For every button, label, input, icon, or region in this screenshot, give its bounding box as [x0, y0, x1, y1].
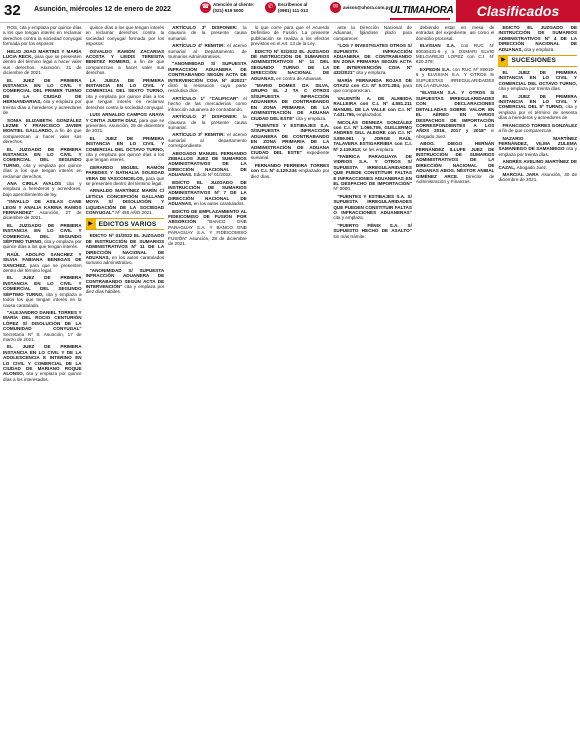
notice-body: a fin de que comparezcan a hacer valer sus derechos.	[3, 128, 82, 145]
notice-paragraph	[416, 25, 495, 41]
notice-paragraph	[3, 49, 82, 76]
notice-paragraph	[3, 118, 82, 145]
notice-lead: "ALEJANDRO DANIEL TORRES Y MARÍA DEL ROCIO CENTURIÓN LÓPEZ S/ DISOLUCIÓN DE LA COMUNIDAD CONYUGAL"	[3, 309, 82, 332]
notice-lead: "ELVISIAN S.A. Y OTROS S/ SUPUESTAS IRREGULARIDADES CON DECLARACIONES DETALLADAS SOBRE VALOR EN EL AÉREO EN VARIOS DESPACHOS DE IMPORTACIÓN CORRESPONDIENTES A LOS AÑOS 2016, 2017 y 2018"	[415, 90, 495, 134]
notice-body: Nº 455 AÑO 2021.	[115, 210, 154, 215]
notice-paragraph	[86, 268, 165, 295]
notice-lead: EDICTO Nº 02/2022 EL JUZGADO DE INSTRUCCIÓN DE SUMARIOS ADMINISTRATIVOS Nº 11 DEL SEGUNDO TURNO DE LA DIRECCIÓN NACIONAL DE ADUANAS,	[250, 48, 330, 81]
notice-body: para que se presenten dentro del término legal a hacer valer sus derechos. Asunción, 21 de diciembre de 2021.	[3, 54, 82, 76]
notice-body: en los autos caratulados.	[193, 201, 245, 207]
contact-phone[interactable]	[200, 2, 254, 13]
notice-body: para que se presenten dentro del término legal.	[3, 262, 82, 274]
notice-lead: EDICTO EL JUZGADO DE INSTRUCCIÓN DE SUMARIOS ADMINISTRATIVOS Nº 4 DE LA DIRECCIÓN NACIONAL DE ADUANAS,	[498, 25, 578, 52]
notice-paragraph	[168, 61, 247, 93]
notice-body: cita y emplaza por treinta días.	[498, 86, 562, 92]
notice-paragraph	[168, 132, 247, 148]
notice-body: cita y emplaza a todos los que tengan interés en la causa caratulada.	[3, 291, 82, 308]
notice-lead: NAZARIO MARTÍNEZ FERNÁNDEZ, VILMA ZULEMA SAMANIEGO DE SAMANIEGO	[498, 135, 578, 152]
section-title: Clasificados	[456, 0, 580, 22]
notice-lead: ABOGADO MANUEL FERNANDO ZEBALLOS JUEZ DE SUMARIOS ADMINISTRATIVOS DE LA DIRECCIÓN NACIONAL DE ADUANAS.	[168, 150, 247, 178]
edictos-banner-label: EDICTOS VARIOS	[98, 220, 157, 228]
notice-lead: ARTÍCULO 4º REMITIR:	[172, 43, 228, 49]
notice-lead: NICOLÁS DENNIZA GONZÁLEZ con C.I. Nº 1.066.709, GUILLERMO ANDRES GILL ALEGRE con C.I. Nº 3.859.961 y JORGE RAÚL TALAVERA ESTIGARRIBIA con C.I. Nº 2.119.813;	[333, 119, 412, 152]
notice-paragraph	[168, 151, 247, 178]
notice-paragraph	[333, 194, 412, 221]
notice-paragraph	[333, 25, 412, 41]
notice-lead: EL JUEZ DE PRIMERA INSTANCIA EN LO CIVIL Y COMERCIAL DEL OCTAVO TURNO,	[498, 70, 578, 86]
contact-email[interactable]	[330, 2, 391, 13]
notice-lead: EL JUZGADO DE PRIMERA INSTANCIA EN LO CIVIL Y COMERCIAL DEL SEGUNDO TURNO,	[3, 146, 82, 168]
notice-body: el acervo sumarial al Departamento de Sumarios Administrativos.	[168, 43, 247, 60]
notice-lead: EDICTO EL JUZGADO DE INSTRUCCIÓN DE SUMARIOS ADMINISTRATIVOS Nº 7 DE LA DIRECCIÓN NACIONAL DE ADUANAS,	[168, 179, 247, 207]
notice-lead: ARTÍCULO 3º DISPONER:	[172, 25, 244, 30]
notice-paragraph	[3, 25, 82, 47]
notice-body: cita y emplaza por treinta días.	[498, 146, 578, 157]
notice-lead: "LOS 7 INVESTIGATES OTROS S/ SUPUESTA INFRACCIÓN ADUANERA DE CONTRABANDO EN ZONA PRIMARIA SEGÚN ACTA DE INTERVENCIÓN COIA Nº 432/2021"	[333, 43, 412, 76]
notice-lead: EDICTO DE EMPLAZAMIENTO AL FIDEICOMISO DE FUSIÓN POR ABSORCIÓN	[168, 208, 247, 225]
notice-paragraph	[251, 123, 330, 161]
notice-paragraph	[333, 43, 412, 75]
notice-body: ROS, cita y emplaza por quince días a los que tengan interés en reclamar derechos contra la sociedad conyugal formada por los esposos:	[3, 25, 82, 47]
notice-body: cita y emplaza por quince días a los que tengan interés en reclamar derechos.	[3, 162, 82, 179]
notice-paragraph	[168, 180, 247, 207]
notice-lead: "PUERTO FÉNIX S.A. S/ SUPUESTO HECHO DE ASALTO"	[333, 222, 412, 234]
contact-email-address: avisos@uhora.com.py	[343, 4, 391, 10]
notice-paragraph	[251, 49, 330, 81]
contact-whatsapp-label: Escríbenos al	[278, 2, 308, 7]
notice-body: lo que corre para que el Acuerdo Definitivo de Fusión. La presente publicación se realiza a los efectos previstos en el Art. 13 de la Ley.	[250, 25, 330, 47]
notice-body: para que se presenten dentro del término legal.	[85, 175, 165, 186]
notice-paragraph	[3, 181, 82, 197]
notice-body: cita y emplaza.	[524, 46, 555, 52]
notice-paragraph	[416, 43, 495, 65]
notice-paragraph	[333, 78, 412, 94]
notice-paragraph	[251, 163, 330, 179]
column-3	[168, 25, 247, 753]
notice-paragraph	[498, 136, 577, 158]
notice-body: cita y emplaza por el término de sesenta días a herederos y acreedores de	[498, 104, 578, 121]
column-7	[498, 25, 577, 753]
notice-paragraph	[498, 70, 577, 92]
classifieds-columns	[3, 25, 577, 753]
notice-body: Asunción, 30 de diciembre de 2021.	[498, 171, 578, 183]
notice-paragraph	[498, 25, 577, 52]
notice-lead: SONIA ELIZABETH GONZÁLEZ LEZME Y FRANCISCO JAVIER MONTIEL GALLARDO,	[3, 117, 82, 134]
notice-lead: FRANCISCO TORRES GONZÁLEZ	[502, 122, 578, 128]
notice-paragraph	[86, 233, 165, 265]
notice-body: cita y emplaza.	[333, 215, 364, 221]
notice-body: Edicto Nº 01/2022.	[193, 172, 232, 178]
notice-lead: ARTÍCULO 2º DISPONER:	[172, 114, 244, 120]
notice-lead: LUIS ARNALDO CAMPOS ANAYA Y CINTIA JUDITH DÍAZ,	[85, 112, 165, 123]
notice-lead: EL JUEZ DE PRIMERA INSTANCIA EN LO CIVIL Y COMERCIAL DEL SEGUNDO SÉPTIMO TURNO,	[3, 275, 82, 297]
notice-paragraph	[333, 223, 412, 239]
notice-body: Asunción, 27 de diciembre de 2021.	[3, 210, 82, 221]
notice-lead: VALENTÍN A. DE ALMEIDA RALLEIRA con C.I. Nº 4.581.211 MANUEL DE LA VALLE con C.I. Nº 7.431.795,	[333, 95, 412, 118]
notice-paragraph	[333, 120, 412, 152]
whatsapp-icon: ✆	[265, 2, 276, 13]
notice-lead: "PUENTES Y ESTIBAJES S.A. S/SUPUESTA INFRACCIÓN ADUANERA DE CONTRABANDO EN ZONA PRIMARIA DE LA ADMINISTRACIÓN DE ADUANA CIUDAD DEL ESTE"	[250, 122, 330, 155]
notice-lead: MARCIAL JARA	[502, 171, 542, 177]
notice-lead: "PUENTES Y ESTIBAJES S.A. S/ SUPUESTA IRREGULARIDADES QUE PUEDEN CONSTITUIR FALTAS O INFRACCIONES ADUANERAS"	[333, 193, 412, 215]
notice-paragraph	[168, 25, 247, 41]
notice-lead: EL JUEZ DE PRIMERA INSTANCIA EN LO CIVIL Y COMERCIAL DEL PRIMER TURNO DE LA CIUDAD DE HERNANDARIAS,	[3, 77, 82, 105]
sucesiones-banner-label: SUCESIONES	[511, 57, 557, 65]
notice-lead: EL JUEZ DE PRIMERA INSTANCIA EN LO CIVIL Y DE LA ADOLESCENCIA E INTERINO EN LO CIVIL Y COMERCIAL DE LA CIUDAD DE MARIANO ROQUE ALONSO,	[3, 344, 82, 377]
notice-lead: EL JUEZ DE PRIMERA INSTANCIA EN LO CIVIL Y COMERCIAL DEL 5º TURNO,	[498, 93, 578, 110]
notice-paragraph	[86, 136, 165, 163]
notice-lead: "ANONIMIDAD S/ SUPUESTA INFRACCIÓN ADUANERA DE CONTRABANDO SEGÚN ACTA DE INTERVENCIÓN"	[85, 267, 165, 290]
scroll-icon: ▶	[498, 56, 508, 66]
notice-body: la clausura de la presente causa sumarial.	[168, 114, 247, 130]
contact-phone-number: (021) 619 5000	[213, 7, 244, 13]
notice-lead: MARÍA FERNANDA ROJAS DE OTAZÚ con C.I. Nº 5.071.284,	[333, 77, 412, 89]
notice-lead: "INVALLO DE ASILAS CANE LEON Y ANALIA KARINA RAMOS FERNANDEZ"	[3, 199, 82, 215]
notice-lead: OSVALDO RAMÓN ZACARIAS ACOSTA Y LEIDIS TERESITA BENITEZ ROMERO,	[85, 48, 165, 65]
notice-body: dictó la resolución cuya parte resolutiva dice.	[168, 83, 247, 94]
notice-body: Director de Administración y Finanzas.	[415, 173, 495, 184]
edition-date: Asunción, miércoles 12 de enero de 2022	[34, 6, 171, 13]
notice-lead: RAÚL ADOLFO SANCHEZ Y SILVIA FABIANA BENEGAS DE SANCHEZ,	[3, 251, 82, 268]
notice-body: cita y emplaza a herederos y acreedores, bajo apercibimiento de ley.	[3, 180, 82, 197]
notice-paragraph	[168, 96, 247, 112]
notice-body: quince días a los que tengan interés en reclamar derechos contra la sociedad conyugal formada por los esposos:	[85, 25, 165, 47]
notice-paragraph	[3, 199, 82, 221]
notice-paragraph	[416, 90, 495, 139]
notice-lead: EL JUEZ DE PRIMERA INSTANCIA EN LO CIVIL Y COMERCIAL DEL OCTAVO TURNO,	[85, 135, 165, 152]
notice-paragraph	[498, 123, 577, 134]
notice-body: expediente sumarial.	[250, 149, 330, 161]
notice-paragraph	[86, 49, 165, 76]
notice-lead: "ANONIMIDAD S/ SUPUESTA INFRACCIÓN ADUANERA DE CONTRABANDO SEGÚN ACTA DE INTERVENCIÓN COIA Nº 4/2021"	[168, 61, 247, 83]
notice-lead: ARTÍCULO 3º REMITIR:	[172, 132, 228, 138]
notice-paragraph	[3, 310, 82, 342]
notice-lead: LA JUEZA DE PRIMERA INSTANCIA EN LO CIVIL Y COMERCIAL DEL SEXTO TURNO,	[85, 77, 165, 94]
column-5	[333, 25, 412, 753]
notice-paragraph	[251, 25, 330, 47]
notice-body: a fin de que comparezcan.	[498, 128, 553, 134]
column-6	[416, 25, 495, 753]
notice-body: debiendo estar en mesa de entradas del expediente, así como el domicilio procesal.	[415, 25, 495, 41]
notice-paragraph	[86, 188, 165, 215]
brand-logo	[390, 3, 456, 19]
brand-name: ULTIMAHORA	[390, 5, 454, 16]
contact-whatsapp[interactable]	[265, 2, 308, 13]
notice-paragraph	[498, 172, 577, 183]
notice-lead: HELIO JOAO MARTINS Y MARÍA LUCIA RECK,	[3, 48, 82, 60]
notice-lead: FERNANDO FERREIRA TORRES con C.I. Nº 4.129.234	[250, 162, 330, 174]
contact-phone-label: Atención al cliente:	[213, 2, 255, 7]
notice-lead: ANDRÉS AVELINO MARTÍNEZ DE CAZAL,	[498, 159, 578, 170]
notice-body: el hecho de las mercaderías como infracción aduanera de contrabando.	[168, 95, 247, 112]
notice-body: ante la Dirección Nacional de Aduanas, fijándose plazo para comparecer.	[333, 25, 412, 41]
notice-lead: ELVISIAN S.A.	[419, 43, 461, 49]
contact-whatsapp-number: (0981) 111 013	[278, 7, 309, 13]
notice-lead: EDICTO Nº 01/2022 EL JUZGADO DE INSTRUCCIÓN DE SUMARIOS ADMINISTRATIVOS Nº 11 DE LA DIRECCIÓN NACIONAL DE ADUANAS,	[85, 233, 165, 261]
notice-body: cita y emplaza por quince días a los que tengan interés.	[85, 151, 165, 163]
notice-lead: ANA CIRILA AVALOS	[7, 180, 67, 186]
notice-paragraph	[3, 223, 82, 250]
notice-body: se les emplaza.	[362, 146, 395, 152]
notice-lead: ARTÍCULO 1º "CALIFICAR"	[172, 95, 244, 101]
notice-paragraph	[168, 114, 247, 130]
notice-body: en contra de Aduanas.	[276, 75, 323, 81]
brand-underline	[390, 18, 450, 20]
notice-body: el acervo sumarial al departamento correspondiente.	[168, 132, 247, 149]
notice-paragraph	[86, 165, 165, 187]
notice-paragraph	[498, 159, 577, 170]
column-4	[251, 25, 330, 753]
notice-body: en los autos caratulados sumario administrativo.	[85, 255, 165, 266]
column-1	[3, 25, 82, 753]
notice-lead: GERARDO MIGUEL RAMÓN PAREDES Y NATHALIA SOLEDAD VERA DE VASCONCELOS,	[85, 164, 165, 181]
notice-body: para que se presenten. Asunción, 29 de diciembre de 2021.	[85, 117, 165, 134]
notice-paragraph	[3, 344, 82, 382]
notice-body: Abogado Juez.	[516, 164, 548, 170]
notice-paragraph	[3, 275, 82, 307]
notice-paragraph	[3, 147, 82, 179]
notice-lead: EL JUZGADO DE PRIMERA INSTANCIA EN LO CIVIL Y COMERCIAL DEL SEGUNDO SÉPTIMO TURNO,	[3, 222, 82, 245]
notice-body: emplazados.	[356, 112, 383, 118]
notice-paragraph	[86, 78, 165, 110]
megaphone-icon: ▶	[86, 219, 96, 229]
notice-paragraph	[86, 25, 165, 47]
column-2	[86, 25, 165, 753]
notice-lead: ARNALDO MARTÍNEZ MARÍN C/ LETICIA CONCEPCIÓN GALLAND MOYA S/ DISOLUCIÓN Y LIQUIDACIÓN DE LA SOCIEDAD CONYUGAL"	[85, 188, 165, 215]
notice-paragraph	[251, 83, 330, 121]
notice-body: el Abogado Juez.	[415, 128, 495, 139]
page-header	[0, 0, 580, 23]
sucesiones-banner	[498, 55, 577, 67]
notice-body: emplazado por diez días.	[250, 168, 330, 179]
notice-body: la clausura de la presente causa sumarial.	[168, 25, 247, 41]
phone-icon: ☎	[200, 2, 211, 13]
notice-lead: "MARIO DOMES DA SILVA, GRUPO EL J TA C OTROS S/SUPUESTA INFRACCIÓN ADUANERA DE CONTRABANDO EN ZONA PRIMARIA DE LA ADMINISTRACIÓN DE ADUANA CIUDAD DEL ESTE"	[250, 83, 330, 121]
notice-body: cita y emplaza.	[295, 115, 327, 121]
notice-body: "BANCO GNB PARAGUAY S.A. Y BANCO GNB PARAGUAY S.A. Y FIDEICOMISO FUSIÓN" Asunción, 28 de diciembre de 2021.	[168, 219, 247, 247]
notice-paragraph	[3, 252, 82, 274]
edictos-banner	[86, 218, 165, 230]
notice-body: con RUC Nº 80035431-6 y a OSMARI ELVIO MELGAREJO LOPEZ con C.I. Nº 820.378;	[415, 43, 495, 65]
notice-body: para que comparezcan.	[333, 83, 412, 94]
notice-lead: ABOG. DIEGO HERNÁN FERNÁNDEZ ILLUFE JUEZ DE INSTRUCCIÓN DE SUMARIOS ADMINISTRATIVOS DE LA DIRECCIÓN NACIONAL DE ADUANAS ABOG. NÉSTOR ANIBAL GIMÉNEZ ARCE.	[415, 141, 495, 179]
email-icon: ✉	[330, 2, 341, 13]
notice-body: Secretaría Nº 8. Asunción, 17 de marzo de 2021.	[3, 331, 82, 342]
notice-lead: EXPEDIN S.A.	[419, 66, 453, 72]
notice-paragraph	[168, 209, 247, 247]
notice-body: sin más trámite.	[333, 233, 366, 239]
notice-body: cita y emplaza por treinta días a herederos y acreedores de	[3, 99, 82, 116]
notice-body: cita y emplaza.	[355, 70, 387, 76]
notice-body: cita y emplaza por quince días a los que tengan interés en reclamar derechos contra la sociedad conyugal.	[85, 93, 165, 110]
page-number: 32	[4, 2, 21, 19]
notice-body: cita y emplaza por diez días hábiles.	[85, 284, 165, 295]
notice-paragraph	[333, 154, 412, 192]
notice-paragraph	[333, 96, 412, 118]
notice-lead: "FABRICA PARAGUAYA DE VIDRIOS S.A. Y OTROS S/ SUPUESTA IRREGULARIDADES QUE PUEDE CONSTITUIR FALTAS E INFRACCIONES ADUANERAS EN EL DESPACHO DE IMPORTACIÓN"	[333, 153, 412, 186]
notice-paragraph	[86, 112, 165, 134]
notice-body: cita y emplaza por quince días a los que tengan interés.	[3, 239, 82, 250]
notice-paragraph	[3, 78, 82, 116]
notice-paragraph	[416, 67, 495, 89]
notice-body: con RUC Nº 80019-6 y ELVISIAN S.A. Y OTROS S/ SUPUESTAS IRREGULARIDADES EN LA ADUANA.	[415, 66, 495, 89]
notice-body: Nº 0000.	[333, 186, 352, 192]
notice-body: a fin de que comparezcan a hacer valer sus derechos.	[85, 59, 165, 76]
notice-paragraph	[498, 94, 577, 121]
notice-paragraph	[168, 43, 247, 59]
notice-body: cita y emplaza por quince días a los interesados.	[3, 371, 82, 382]
notice-paragraph	[416, 141, 495, 184]
